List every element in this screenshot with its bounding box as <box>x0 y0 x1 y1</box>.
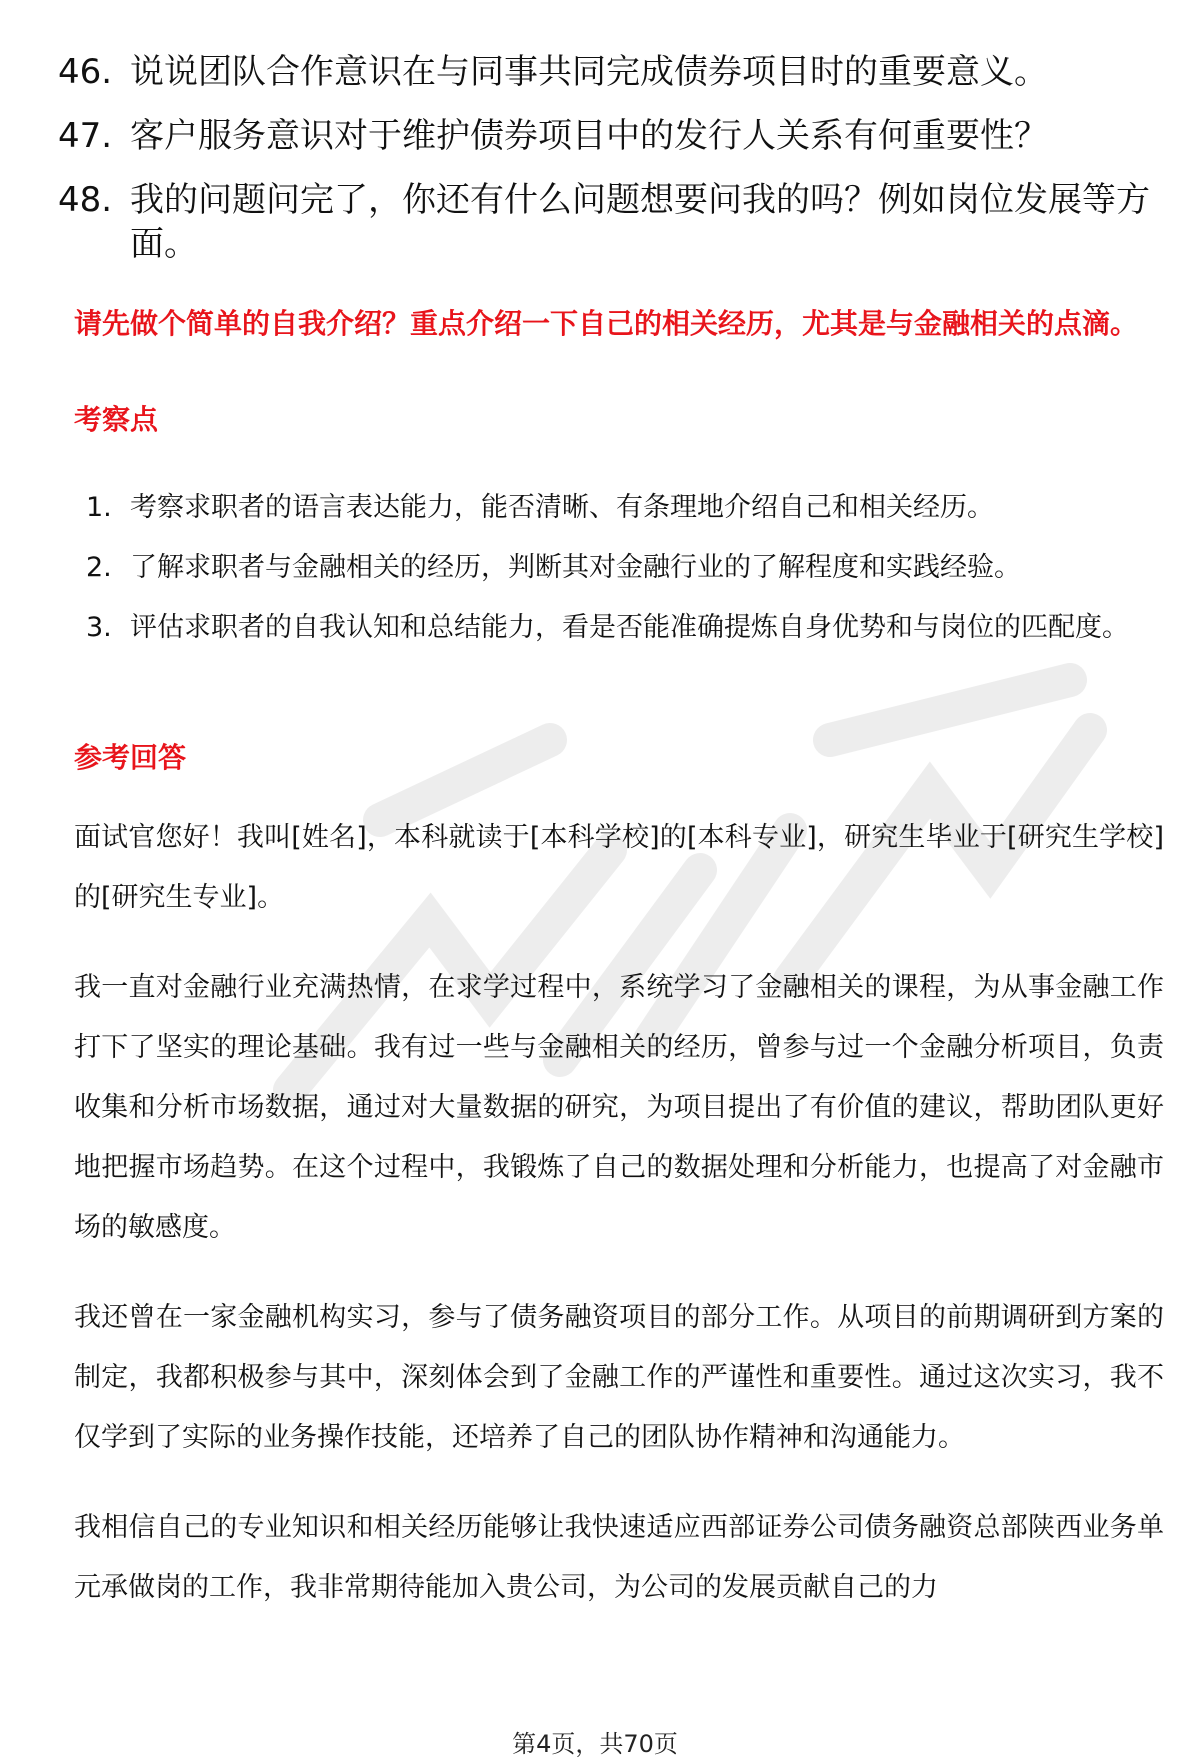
answer-body <box>74 808 1164 1648</box>
point-text: 考察求职者的语言表达能力，能否清晰、有条理地介绍自己和相关经历。 <box>130 492 994 523</box>
answer-paragraph: 我一直对金融行业充满热情，在求学过程中，系统学习了金融相关的课程，为从事金融工作打下了坚实的理论基础。我有过一些与金融相关的经历，曾参与过一个金融分析项目，负责收集和分析市场数据，通过对大量数据的研究，为项目提出了有价值的建议，帮助团队更好地把握市场趋势。在这个过程中，我锻炼了自己的数据处理和分析能力，也提高了对金融市场的敏感度。 <box>74 972 1164 1243</box>
question-item <box>58 114 1158 158</box>
question-item <box>58 50 1158 94</box>
question-text: 客户服务意识对于维护债券项目中的发行人关系有何重要性？ <box>130 116 1048 156</box>
examine-heading: 考察点 <box>74 403 159 436</box>
examine-point <box>86 478 1166 538</box>
examine-point <box>86 538 1166 598</box>
question-number: 46. <box>58 52 113 92</box>
answer-heading: 参考回答 <box>74 741 187 774</box>
answer-paragraph: 我相信自己的专业知识和相关经历能够让我快速适应西部证券公司债务融资总部陕西业务单元承做岗的工作，我非常期待能加入贵公司，为公司的发展贡献自己的力 <box>74 1512 1164 1603</box>
point-number: 3. <box>86 612 112 643</box>
point-text: 了解求职者与金融相关的经历，判断其对金融行业的了解程度和实践经验。 <box>130 552 1021 583</box>
question-list <box>58 50 1158 286</box>
question-item <box>58 178 1158 266</box>
question-number: 47. <box>58 116 113 156</box>
page-number-footer: 第4页，共70页 <box>512 1730 678 1758</box>
answer-paragraph: 我还曾在一家金融机构实习，参与了债务融资项目的部分工作。从项目的前期调研到方案的制定，我都积极参与其中，深刻体会到了金融工作的严谨性和重要性。通过这次实习，我不仅学到了实际的业务操作技能，还培养了自己的团队协作精神和沟通能力。 <box>74 1302 1164 1453</box>
examine-point <box>86 598 1166 658</box>
point-text: 评估求职者的自我认知和总结能力，看是否能准确提炼自身优势和与岗位的匹配度。 <box>130 612 1129 643</box>
highlighted-question: 请先做个简单的自我介绍？重点介绍一下自己的相关经历，尤其是与金融相关的点滴。 <box>74 307 1139 340</box>
answer-paragraph: 面试官您好！我叫[姓名]，本科就读于[本科学校]的[本科专业]，研究生毕业于[研究生学校]的[研究生专业]。 <box>74 822 1164 913</box>
examine-points <box>86 478 1166 658</box>
question-number: 48. <box>58 180 113 220</box>
point-number: 1. <box>86 492 112 523</box>
point-number: 2. <box>86 552 112 583</box>
question-text: 说说团队合作意识在与同事共同完成债券项目时的重要意义。 <box>130 52 1048 92</box>
question-text: 我的问题问完了，你还有什么问题想要问我的吗？例如岗位发展等方面。 <box>130 180 1150 264</box>
